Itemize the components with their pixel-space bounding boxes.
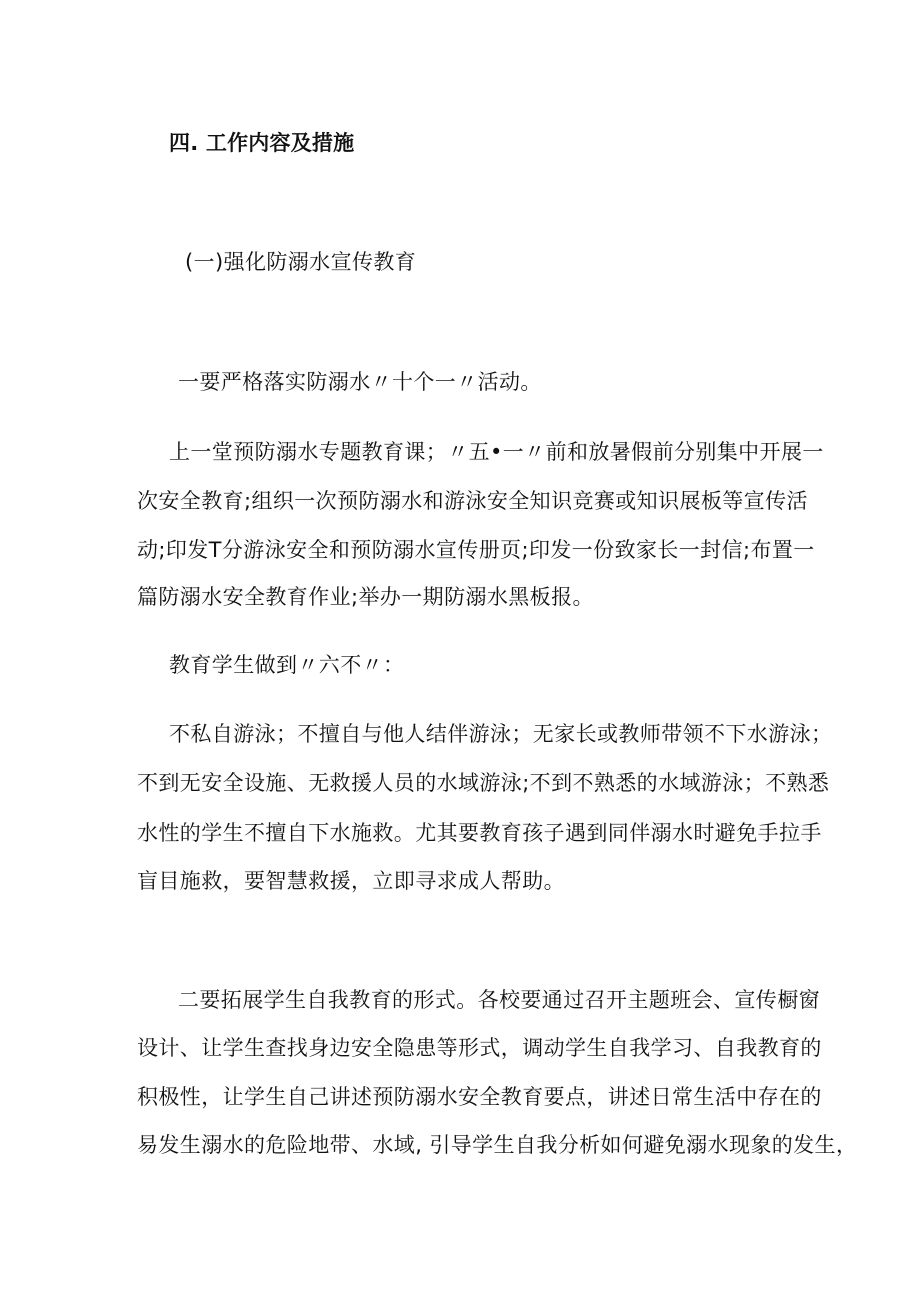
paragraph-line: 动;印发T分游泳安全和预防溺水宣传册页;印发一份致家长一封信;布置一 bbox=[137, 538, 815, 562]
subsection-heading: (一)强化防溺水宣传教育 bbox=[185, 250, 417, 274]
paragraph-line: 水性的学生不擅自下水施救。尤其要教育孩子遇到同伴溺水时避免手拉手 bbox=[137, 821, 822, 845]
section-heading: 四. 工作内容及措施 bbox=[169, 131, 355, 155]
paragraph-line: 易发生溺水的危险地带、水域, 引导学生自我分析如何避免溺水现象的发生， bbox=[137, 1133, 858, 1157]
paragraph-line: 不到无安全设施、无救援人员的水域游泳;不到不熟悉的水域游泳；不熟悉 bbox=[137, 771, 830, 795]
paragraph-line: 积极性，让学生自己讲述预防溺水安全教育要点，讲述日常生活中存在的 bbox=[137, 1085, 822, 1109]
paragraph-line: 次安全教育;组织一次预防溺水和游泳安全知识竞赛或知识展板等宣传活 bbox=[137, 489, 808, 513]
paragraph-line: 二要拓展学生自我教育的形式。各校要通过召开主题班会、宣传橱窗 bbox=[178, 988, 820, 1012]
six-no-intro: 教育学生做到〃六不〃： bbox=[169, 653, 405, 677]
paragraph-line: 不私自游泳；不擅自与他人结伴游泳；无家长或教师带领不下水游泳； bbox=[169, 722, 833, 746]
paragraph-line: 设计、让学生查找身边安全隐患等形式，调动学生自我学习、自我教育的 bbox=[137, 1036, 822, 1060]
paragraph-line: 篇防溺水安全教育作业;举办一期防溺水黑板报。 bbox=[137, 585, 594, 609]
paragraph-line: 上一堂预防溺水专题教育课；〃五•一〃前和放暑假前分别集中开展一 bbox=[169, 440, 824, 464]
item1-intro: 一要严格落实防溺水〃十个一〃活动。 bbox=[178, 370, 542, 394]
paragraph-line: 盲目施救，要智慧救援，立即寻求成人帮助。 bbox=[137, 869, 565, 893]
